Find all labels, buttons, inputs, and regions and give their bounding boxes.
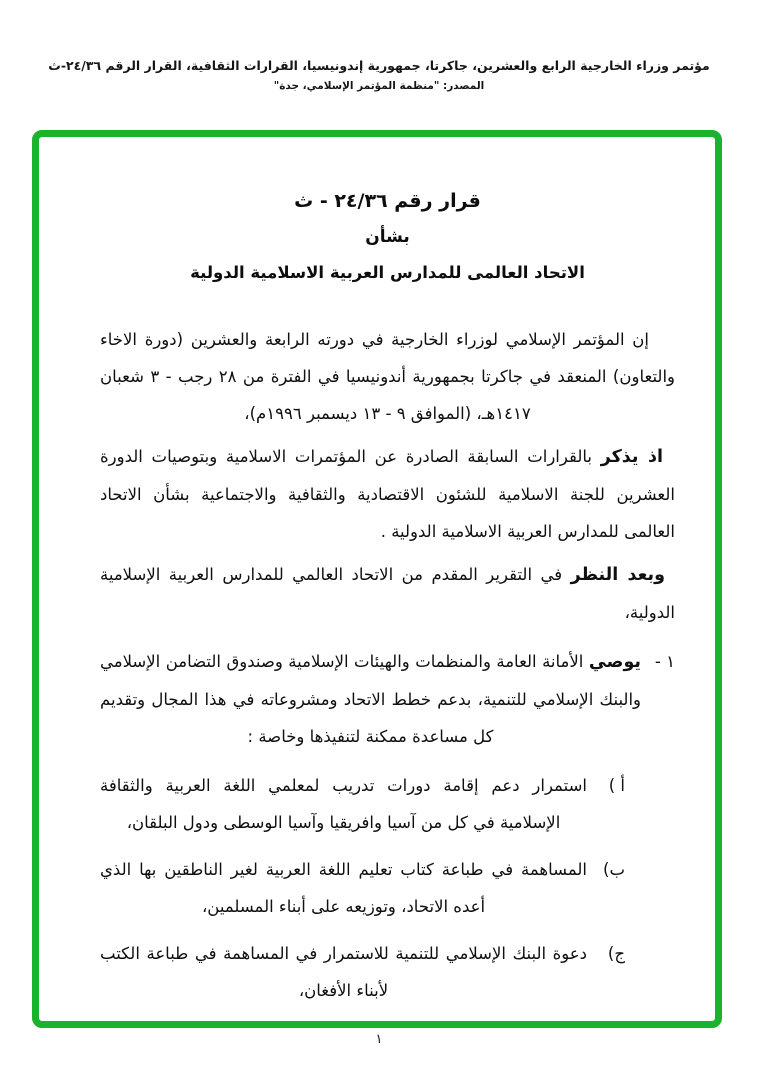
having-considered-paragraph xyxy=(100,556,675,631)
lettered-item-a xyxy=(100,767,625,841)
recalling-text: بالقرارات السابقة الصادرة عن المؤتمرات الاسلامية وبتوصيات الدورة العشرين للجنة الاسلامية للشئون الاقتصادية والثقافية والاجتماعية بشأن الاتحاد العالمى للمدارس العربية الاسلامية الدولية . xyxy=(100,447,675,541)
lettered-item-c xyxy=(100,935,625,1009)
having-considered-text: في التقرير المقدم من الاتحاد العالمي للمدارس العربية الإسلامية الدولية، xyxy=(100,565,675,622)
numbered-item-1 xyxy=(100,643,675,755)
header-source-line: المصدر: "منظمة المؤتمر الإسلامي، جدة" xyxy=(273,80,485,92)
recalling-lead: اذ يذكر xyxy=(600,447,663,467)
recalling-paragraph xyxy=(100,438,675,550)
regarding-title: بشأن xyxy=(365,227,410,247)
document-header xyxy=(0,58,758,92)
subject-title: الاتحاد العالمى للمدارس العربية الاسلامية الدولية xyxy=(190,263,585,282)
title-block xyxy=(100,187,675,287)
lettered-item-b-marker: ب) xyxy=(603,860,625,879)
numbered-item-1-marker: ١ - xyxy=(654,652,675,671)
numbered-item-1-text xyxy=(100,643,641,755)
preamble-paragraph: إن المؤتمر الإسلامي لوزراء الخارجية في دورته الرابعة والعشرين (دورة الاخاء والتعاون) المنعقد في جاكرتا بجمهورية أندونيسيا في الفترة من ٢٨ رجب - ٣ شعبان ١٤١٧هـ، (الموافق ٩ - ١٣ ديسمبر ١٩٩٦م)، xyxy=(100,330,676,423)
having-considered-lead: وبعد النظر xyxy=(570,565,665,585)
lettered-item-a-marker: أ ) xyxy=(608,776,625,795)
header-conference-line: مؤتمر وزراء الخارجية الرابع والعشرين، جاكرتا، جمهورية إندونيسيا، القرارات الثقافية، القرار الرقم ٢٤/٣٦-ث xyxy=(48,58,710,73)
document-green-frame xyxy=(32,130,722,1028)
lettered-item-b xyxy=(100,851,625,925)
lettered-item-b-text: المساهمة في طباعة كتاب تعليم اللغة العربية لغير الناطقين بها الذي أعده الاتحاد، وتوزيعه على أبناء المسلمين، xyxy=(100,860,587,916)
numbered-item-1-body: الأمانة العامة والمنظمات والهيئات الإسلامية وصندوق التضامن الإسلامي والبنك الإسلامي للتنمية، بدعم خطط الاتحاد ومشروعاته في هذا المجال وتقديم كل مساعدة ممكنة لتنفيذها وخاصة : xyxy=(100,652,641,746)
lettered-item-c-text: دعوة البنك الإسلامي للتنمية للاستمرار في المساهمة في طباعة الكتب لأبناء الأفغان، xyxy=(100,944,587,1000)
lettered-item-a-text: استمرار دعم إقامة دورات تدريب لمعلمي اللغة العربية والثقافة الإسلامية في كل من آسيا وافريقيا وآسيا الوسطى ودول البلقان، xyxy=(100,776,587,832)
page-number: ١ xyxy=(375,1032,383,1047)
numbered-item-1-lead: يوصي xyxy=(588,652,642,672)
resolution-number-title: قرار رقم ٢٤/٣٦ - ث xyxy=(294,190,481,212)
lettered-item-c-marker: ج) xyxy=(607,944,625,963)
